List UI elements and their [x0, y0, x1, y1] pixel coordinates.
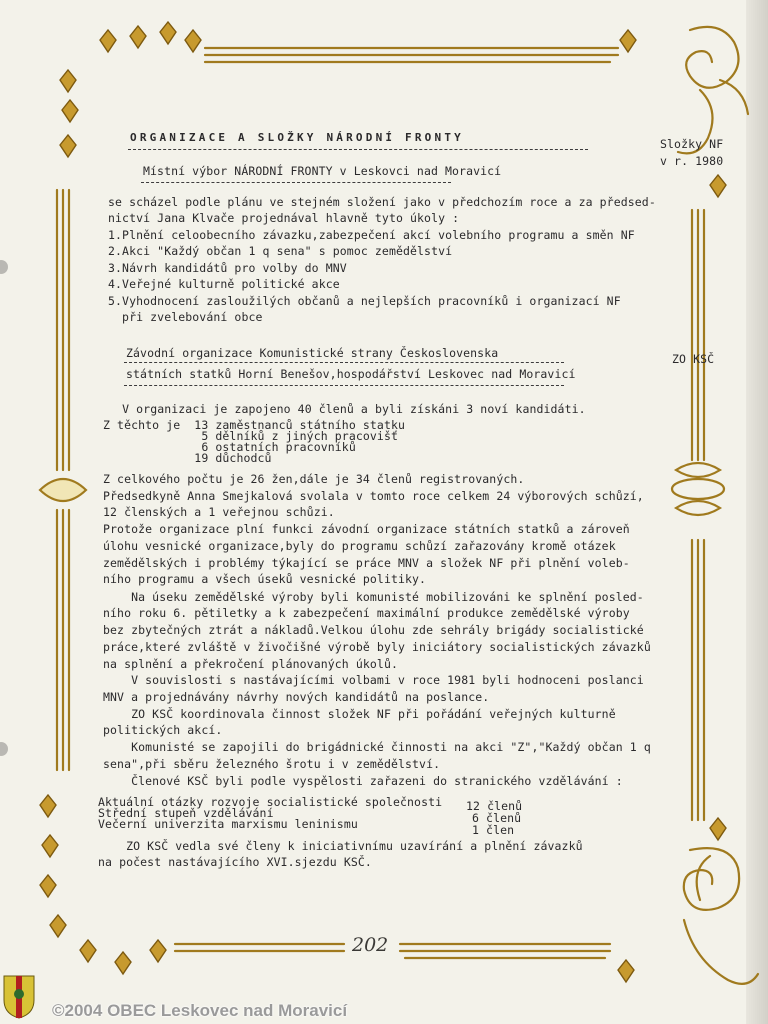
- section2-line: politických akcí.: [103, 723, 223, 737]
- border-right-column: [672, 210, 724, 820]
- page-number: 202: [352, 934, 389, 956]
- closing-line: na počest nastávajícího XVI.sjezdu KSČ.: [98, 855, 372, 869]
- village-crest-icon: [2, 974, 36, 1020]
- section2-underline: [124, 385, 564, 386]
- section1-line: 1.Plnění celoobecního závazku,zabezpečení akcí volebního programu a směn NF: [108, 228, 635, 242]
- section2-line: ního roku 6. pětiletky a k zabezpečení maximální produkce zemědělské výroby: [103, 606, 630, 620]
- section2-heading-line-1: Závodní organizace Komunistické strany Československa: [126, 346, 499, 360]
- section1-line: 3.Návrh kandidátů pro volby do MNV: [108, 261, 347, 275]
- section2-line: V souvislosti s nastávajícími volbami v roce 1981 byli hodnoceni poslanci: [103, 673, 644, 687]
- education-course: Aktuální otázky rozvoje socialistické společnosti: [98, 795, 443, 809]
- section2-line: zemědělských i problémy týkající se práce MNV a složek NF při plnění voleb-: [103, 556, 630, 570]
- education-count: 1 člen: [472, 823, 515, 837]
- education-count: 12 členů: [466, 799, 523, 813]
- title-underline: [128, 149, 588, 150]
- section2-line: bez zbytečných ztrát a nákladů.Velkou úlohu zde sehrály brigády socialistické: [103, 623, 644, 637]
- section2-line: 6 ostatních pracovníků: [103, 440, 356, 454]
- section2-line: práce,které zvláště v živočišné výrobě byly iniciátory socialistických závazků: [103, 640, 651, 654]
- education-course: Střední stupeň vzdělávání: [98, 806, 274, 820]
- section1-line: 4.Veřejné kulturně politické akce: [108, 277, 340, 291]
- section2-divider: [124, 362, 564, 363]
- copyright-watermark: ©2004 OBEC Leskovec nad Moravicí: [52, 1001, 348, 1020]
- border-bottom-lines: [175, 944, 610, 958]
- section2-line: MNV a projednávány návrhy nových kandidátů na poslance.: [103, 690, 490, 704]
- section2-side-note: ZO KSČ: [672, 352, 715, 366]
- section2-line: Členové KSČ byli podle vyspělosti zařazeni do stranického vzdělávání :: [103, 774, 623, 788]
- section2-line: 19 důchodců: [103, 451, 272, 465]
- section2-line: Protože organizace plní funkci závodní organizace státních statků a zároveň: [103, 522, 630, 536]
- section2-line: Komunisté se zapojili do brigádnické činnosti na akci "Z","Každý občan 1 q: [103, 740, 651, 754]
- side-note-line-2: v r. 1980: [660, 154, 724, 168]
- section2-line: ního programu a všech úseků vesnické politiky.: [103, 572, 427, 586]
- section2-line: Na úseku zemědělské výroby byli komunisté mobilizováni ke splnění posled-: [103, 590, 644, 604]
- education-count: 6 členů: [472, 811, 522, 825]
- section1-line: 2.Akci "Každý občan 1 q sena" s pomoc zemědělství: [108, 244, 453, 258]
- section1-line: při zvelebování obce: [108, 310, 263, 324]
- section1-line: 5.Vyhodnocení zasloužilých občanů a nejlepších pracovníků i organizací NF: [108, 294, 621, 308]
- section2-line: sena",při sběru železného šrotu i v zemědělství.: [103, 757, 441, 771]
- border-top-lines: [205, 48, 618, 62]
- section2-line: Předsedkyně Anna Smejkalová svolala v tomto roce celkem 24 výborových schůzí,: [103, 489, 644, 503]
- section2-line: V organizaci je zapojeno 40 členů a byli získáni 3 noví kandidáti.: [94, 402, 586, 416]
- section2-line: ZO KSČ koordinovala činnost složek NF při pořádání veřejných kulturně: [103, 707, 616, 721]
- side-note-line-1: Složky NF: [660, 137, 724, 151]
- border-left-column: [40, 190, 86, 770]
- section1-heading-underline: [141, 182, 451, 183]
- section1-line: se scházel podle plánu ve stejném složení jako v předchozím roce a za předsed-: [108, 195, 656, 209]
- scroll-ornament-top-right: [678, 27, 748, 154]
- education-course: Večerní univerzita marxismu leninismu: [98, 817, 358, 831]
- section2-heading-line-2: státních statků Horní Benešov,hospodářství Leskovec nad Moravicí: [126, 367, 576, 381]
- document-title: ORGANIZACE A SLOŽKY NÁRODNÍ FRONTY: [130, 131, 464, 144]
- section2-line: 12 členských a 1 veřejnou schůzi.: [103, 505, 335, 519]
- section2-line: 5 dělníků z jiných pracovišť: [103, 429, 398, 443]
- section2-line: Z celkového počtu je 26 žen,dále je 34 členů registrovaných.: [103, 472, 525, 486]
- section2-line: na splnění a překročení plánovaných úkolů.: [103, 657, 398, 671]
- section1-line: nictví Jana Klvače projednával hlavně tyto úkoly :: [108, 211, 460, 225]
- section2-line: úlohu vesnické organizace,byly do programu schůzí zařazovány kromě otázek: [103, 539, 616, 553]
- scroll-ornament-bottom-right: [684, 848, 758, 984]
- section2-line: Z těchto je 13 zaměstnanců státního statku: [103, 418, 406, 432]
- closing-line: ZO KSČ vedla své členy k iniciativnímu uzavírání a plnění závazků: [98, 839, 583, 853]
- section1-heading: Místní výbor NÁRODNÍ FRONTY v Leskovci nad Moravicí: [143, 164, 502, 178]
